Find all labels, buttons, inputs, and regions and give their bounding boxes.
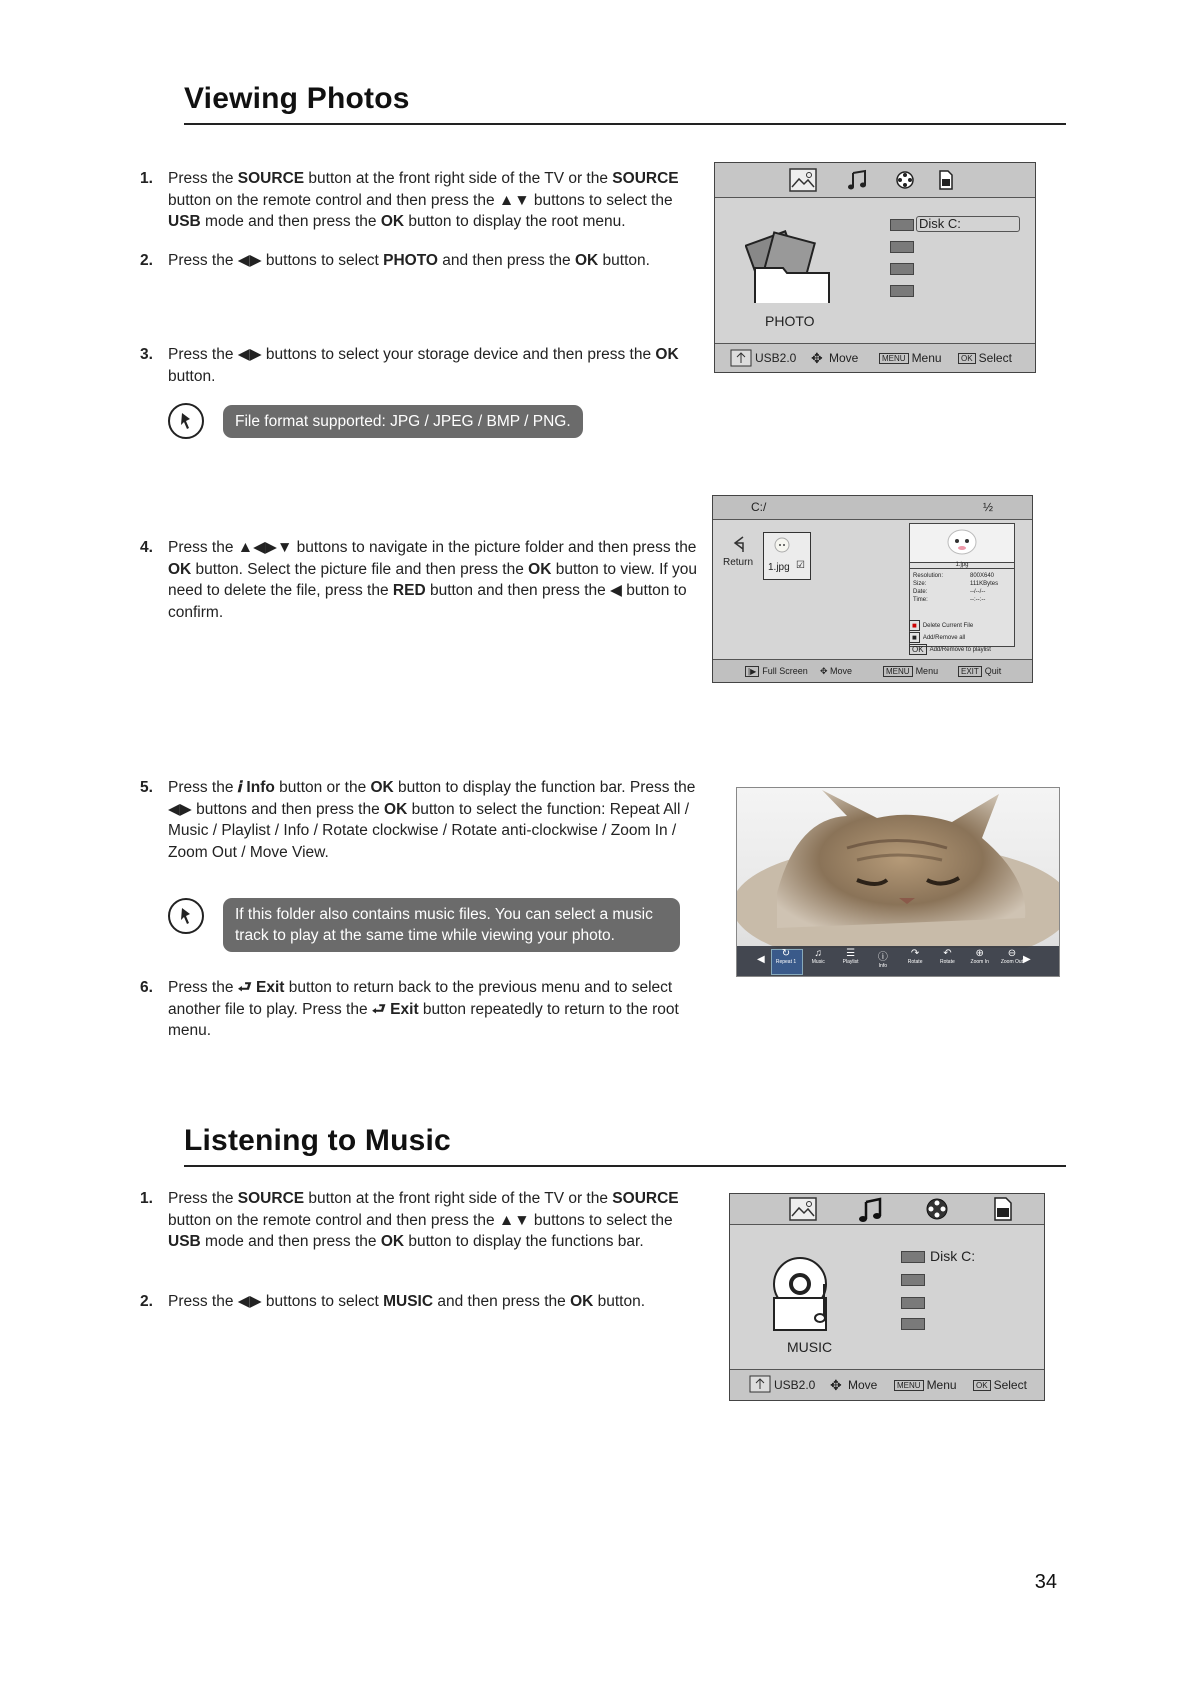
function-label: Info <box>878 963 888 969</box>
text-segment: Press the <box>168 170 238 187</box>
bold-term: OK <box>574 252 599 269</box>
step-number: 1. <box>140 170 153 187</box>
menu-key-icon: MENU <box>894 1380 924 1391</box>
info-value: 111KBytes <box>970 581 999 587</box>
page-number: 34 <box>1034 1571 1057 1593</box>
usb-icon <box>748 1374 772 1394</box>
play-key-icon: |▶ <box>745 666 759 677</box>
bold-term: RED <box>392 582 426 599</box>
usb-label: USB2.0 <box>755 351 797 365</box>
step-number: 5. <box>140 779 153 796</box>
section-divider <box>184 1165 1066 1167</box>
move-label: Move <box>848 1378 878 1392</box>
music-icon <box>858 1197 884 1223</box>
ok-key-icon: OK <box>909 644 927 655</box>
action-list <box>909 620 991 656</box>
path-bar <box>713 496 1032 520</box>
bold-term: PHOTO <box>383 252 438 269</box>
browser-hint-bar <box>713 659 1032 682</box>
text-segment: button to display the function bar. Press the ◀▶ buttons and then press the <box>168 779 696 818</box>
bold-term: OK <box>570 1293 594 1310</box>
bold-term: ⮐ Exit <box>237 979 285 996</box>
text-segment: mode and then press the <box>200 1233 381 1250</box>
bold-term: OK <box>370 779 394 796</box>
function-rotate-ccw[interactable] <box>932 948 962 976</box>
step-text <box>168 1188 708 1253</box>
media-type-bar <box>715 163 1035 198</box>
bold-term: MUSIC <box>383 1293 434 1310</box>
music-icon: ♫ <box>814 948 823 959</box>
text-segment: Press the ◀▶ buttons to select <box>168 252 384 269</box>
bold-term: SOURCE <box>612 1190 679 1207</box>
rotate-cw-icon: ↷ <box>910 948 920 959</box>
text-segment: button on the remote control and then press the ▲▼ buttons to select the <box>168 1211 673 1229</box>
section-title-viewing-photos: Viewing Photos <box>184 82 410 115</box>
text-segment: mode and then press the <box>200 213 381 230</box>
action-label: Add/Remove all <box>922 635 966 642</box>
screenshot-music-menu <box>729 1193 1045 1401</box>
music-icon <box>847 169 869 191</box>
text-segment: Press the ▲◀▶▼ buttons to navigate in the picture folder and then press the <box>168 539 697 556</box>
device-slot[interactable] <box>901 1274 925 1286</box>
text-segment: button to view. If you need to delete the file, press the <box>168 560 698 599</box>
function-zoom-out[interactable] <box>997 948 1027 976</box>
mode-label: PHOTO <box>765 313 815 329</box>
function-bar <box>737 946 1059 976</box>
photo-icon <box>788 167 818 193</box>
step-number: 6. <box>140 979 153 996</box>
red-key-icon: ■ <box>909 620 920 631</box>
function-rotate-cw[interactable] <box>900 948 930 976</box>
function-repeat[interactable] <box>771 948 801 976</box>
text-segment: button at the front right side of the TV or the <box>304 170 613 187</box>
text-segment: button and then press the ◀ button to confirm. <box>168 582 687 621</box>
hint-bar <box>730 1369 1044 1400</box>
info-values <box>970 572 998 604</box>
step-text <box>168 344 708 387</box>
function-label: Zoom Out <box>1000 959 1024 965</box>
repeat-icon: ↻ <box>781 948 791 959</box>
text-segment: Press the <box>168 779 238 796</box>
info-value: --:--:-- <box>970 597 986 603</box>
zoom-in-icon: ⊕ <box>975 948 984 959</box>
menu-label: Menu <box>915 666 939 676</box>
bold-term: OK <box>384 800 408 818</box>
info-icon: ⓘ <box>877 952 888 963</box>
move-label: Move <box>829 351 859 365</box>
text-segment: button to select the function: Repeat All / Music / Playlist / Info / Rotate clockwise / Rotate anti-clockwise / Zoom In / Zoom Out / Move View. <box>168 800 690 861</box>
kitten-photo <box>737 788 1059 948</box>
text-segment: Press the <box>168 1190 238 1207</box>
text-segment: and then press the <box>433 1293 571 1310</box>
function-label: Music <box>811 959 825 965</box>
file-name: 1.jpg <box>768 562 790 573</box>
photo-view-kitten <box>736 787 1060 977</box>
select-label: Select <box>993 1378 1027 1392</box>
preview-file-name: 1.jpg <box>910 562 1014 569</box>
info-value: 800X640 <box>970 573 995 579</box>
ok-key-icon: OK <box>973 1380 991 1391</box>
bold-term: OK <box>380 1233 405 1250</box>
info-label: Date: <box>913 589 928 595</box>
photo-folder-icon <box>745 223 835 303</box>
function-items <box>771 948 1027 976</box>
device-slot[interactable] <box>890 263 914 275</box>
note-pin-icon <box>168 898 204 934</box>
text-segment: button to display the functions bar. <box>404 1233 644 1250</box>
function-music[interactable] <box>803 948 833 976</box>
action-label: Add/Remove to playlist <box>929 647 991 654</box>
note-music-while-photo: If this folder also contains music files. You can select a music track to play at the same time while viewing your photo. <box>223 898 680 952</box>
bold-term: USB <box>168 213 201 230</box>
text-segment: button on the remote control and then press the ▲▼ buttons to select the <box>168 191 673 209</box>
info-label: Resolution: <box>913 573 944 579</box>
screenshot-photo-browser <box>712 495 1033 683</box>
move-arrows-icon: ✥ <box>830 1377 842 1393</box>
info-label: Time: <box>913 597 928 603</box>
device-slot[interactable] <box>890 241 914 253</box>
bold-term: OK <box>528 560 552 578</box>
move-arrows-icon: ✥ <box>811 350 823 366</box>
media-type-bar <box>730 1194 1044 1225</box>
menu-key-icon: MENU <box>883 666 913 677</box>
bold-term: SOURCE <box>237 1190 305 1207</box>
step-text <box>168 168 708 233</box>
photo-icon <box>788 1196 818 1222</box>
function-label: Playlist <box>842 959 859 965</box>
disk-c-selector[interactable]: Disk C: <box>930 1248 976 1264</box>
sheep-preview-icon <box>944 526 980 560</box>
bold-term: ⮐ Exit <box>371 1000 419 1018</box>
function-zoom-in[interactable] <box>965 948 995 976</box>
device-slot[interactable] <box>901 1297 925 1309</box>
disk-c-selector[interactable]: Disk C: <box>916 216 1020 232</box>
function-playlist[interactable] <box>836 948 866 976</box>
action-delete[interactable] <box>909 620 991 632</box>
step-number: 3. <box>140 346 153 363</box>
text-segment: Press the <box>168 979 238 996</box>
function-label: Rotate <box>907 959 923 965</box>
screenshot-photo-menu <box>714 162 1036 373</box>
page-indicator: ½ <box>983 500 994 514</box>
note-pin-icon <box>168 403 204 439</box>
function-label: Rotate <box>940 959 955 965</box>
movie-reel-icon <box>925 1197 949 1221</box>
text-segment: button or the <box>274 779 371 796</box>
move-label: Move <box>830 666 853 676</box>
right-arrow-icon[interactable]: ▶ <box>1023 954 1031 965</box>
return-icon[interactable] <box>729 534 749 554</box>
text-segment: Press the ◀▶ buttons to select your storage device and then press the <box>168 346 656 363</box>
text-segment: and then press the <box>437 252 575 269</box>
text-segment: button repeatedly to return to the root menu. <box>168 1000 679 1039</box>
bold-term: OK <box>380 213 405 230</box>
text-file-icon <box>994 1197 1012 1221</box>
text-segment: Press the ◀▶ buttons to select <box>168 1293 384 1310</box>
left-arrow-icon[interactable]: ◀ <box>757 954 765 965</box>
text-file-icon <box>939 170 953 190</box>
usb-icon <box>729 348 753 368</box>
bold-term: USB <box>168 1233 201 1250</box>
text-segment: button at the front right side of the TV or the <box>304 1190 613 1207</box>
step-number: 1. <box>140 1190 153 1207</box>
music-folder-icon <box>770 1254 840 1332</box>
select-label: Select <box>978 351 1012 365</box>
device-slot[interactable] <box>890 285 914 297</box>
device-slot[interactable] <box>901 1251 925 1263</box>
exit-key-icon: EXIT <box>958 666 982 677</box>
step-text <box>168 537 708 623</box>
zoom-out-icon: ⊖ <box>1007 948 1017 959</box>
function-label: Zoom In <box>970 959 989 965</box>
menu-label: Menu <box>926 1378 957 1392</box>
file-thumbnail[interactable] <box>763 532 811 580</box>
menu-key-icon: MENU <box>879 353 909 364</box>
text-segment: button to return back to the previous menu and to select another file to play. Press the <box>168 979 673 1018</box>
path-label: C:/ <box>751 500 767 514</box>
function-info[interactable] <box>868 948 898 976</box>
section-title-listening-music: Listening to Music <box>184 1124 451 1157</box>
info-value: --/--/-- <box>970 589 986 595</box>
fullscreen-label: Full Screen <box>762 666 808 676</box>
text-segment: button to display the root menu. <box>404 213 626 230</box>
text-segment: button. Select the picture file and then press the <box>191 560 529 578</box>
device-slot[interactable] <box>901 1318 925 1330</box>
step-text <box>168 777 708 863</box>
step-number: 4. <box>140 539 153 556</box>
mode-label: MUSIC <box>787 1339 833 1355</box>
hint-bar <box>715 343 1035 372</box>
quit-label: Quit <box>984 666 1002 676</box>
return-label[interactable]: Return <box>723 557 754 568</box>
device-slot[interactable] <box>890 219 914 231</box>
action-add-remove-playlist[interactable] <box>909 644 991 656</box>
step-text <box>168 1291 708 1313</box>
bold-term: 𝒊 Info <box>237 779 275 796</box>
checkbox-icon[interactable]: ☑ <box>796 560 805 571</box>
playlist-icon: ☰ <box>846 948 856 959</box>
menu-label: Menu <box>911 351 942 365</box>
ok-key-icon: OK <box>958 353 976 364</box>
key-icon: ■ <box>909 632 920 643</box>
action-label: Delete Current File <box>922 623 974 630</box>
step-number: 2. <box>140 252 153 269</box>
text-segment: button. <box>593 1293 646 1310</box>
step-text <box>168 977 708 1042</box>
action-add-remove-all[interactable] <box>909 632 991 644</box>
info-label: Size: <box>913 581 927 587</box>
bold-term: SOURCE <box>612 170 679 187</box>
info-labels <box>913 572 943 604</box>
function-label: Repeat 1 <box>775 959 797 965</box>
note-file-format: File format supported: JPG / JPEG / BMP / PNG. <box>223 405 583 438</box>
bold-term: OK <box>655 346 679 363</box>
sheep-thumbnail-icon <box>772 536 792 558</box>
text-segment: button. <box>598 252 650 269</box>
usb-label: USB2.0 <box>774 1378 816 1392</box>
bold-term: SOURCE <box>237 170 305 187</box>
move-arrows-icon: ✥ <box>820 666 831 676</box>
section-divider <box>184 123 1066 125</box>
bold-term: OK <box>168 560 192 578</box>
rotate-ccw-icon: ↶ <box>943 948 952 959</box>
text-segment: button. <box>168 367 216 385</box>
preview-image <box>910 524 1014 563</box>
step-text <box>168 250 708 272</box>
movie-reel-icon <box>895 170 915 190</box>
step-number: 2. <box>140 1293 153 1310</box>
